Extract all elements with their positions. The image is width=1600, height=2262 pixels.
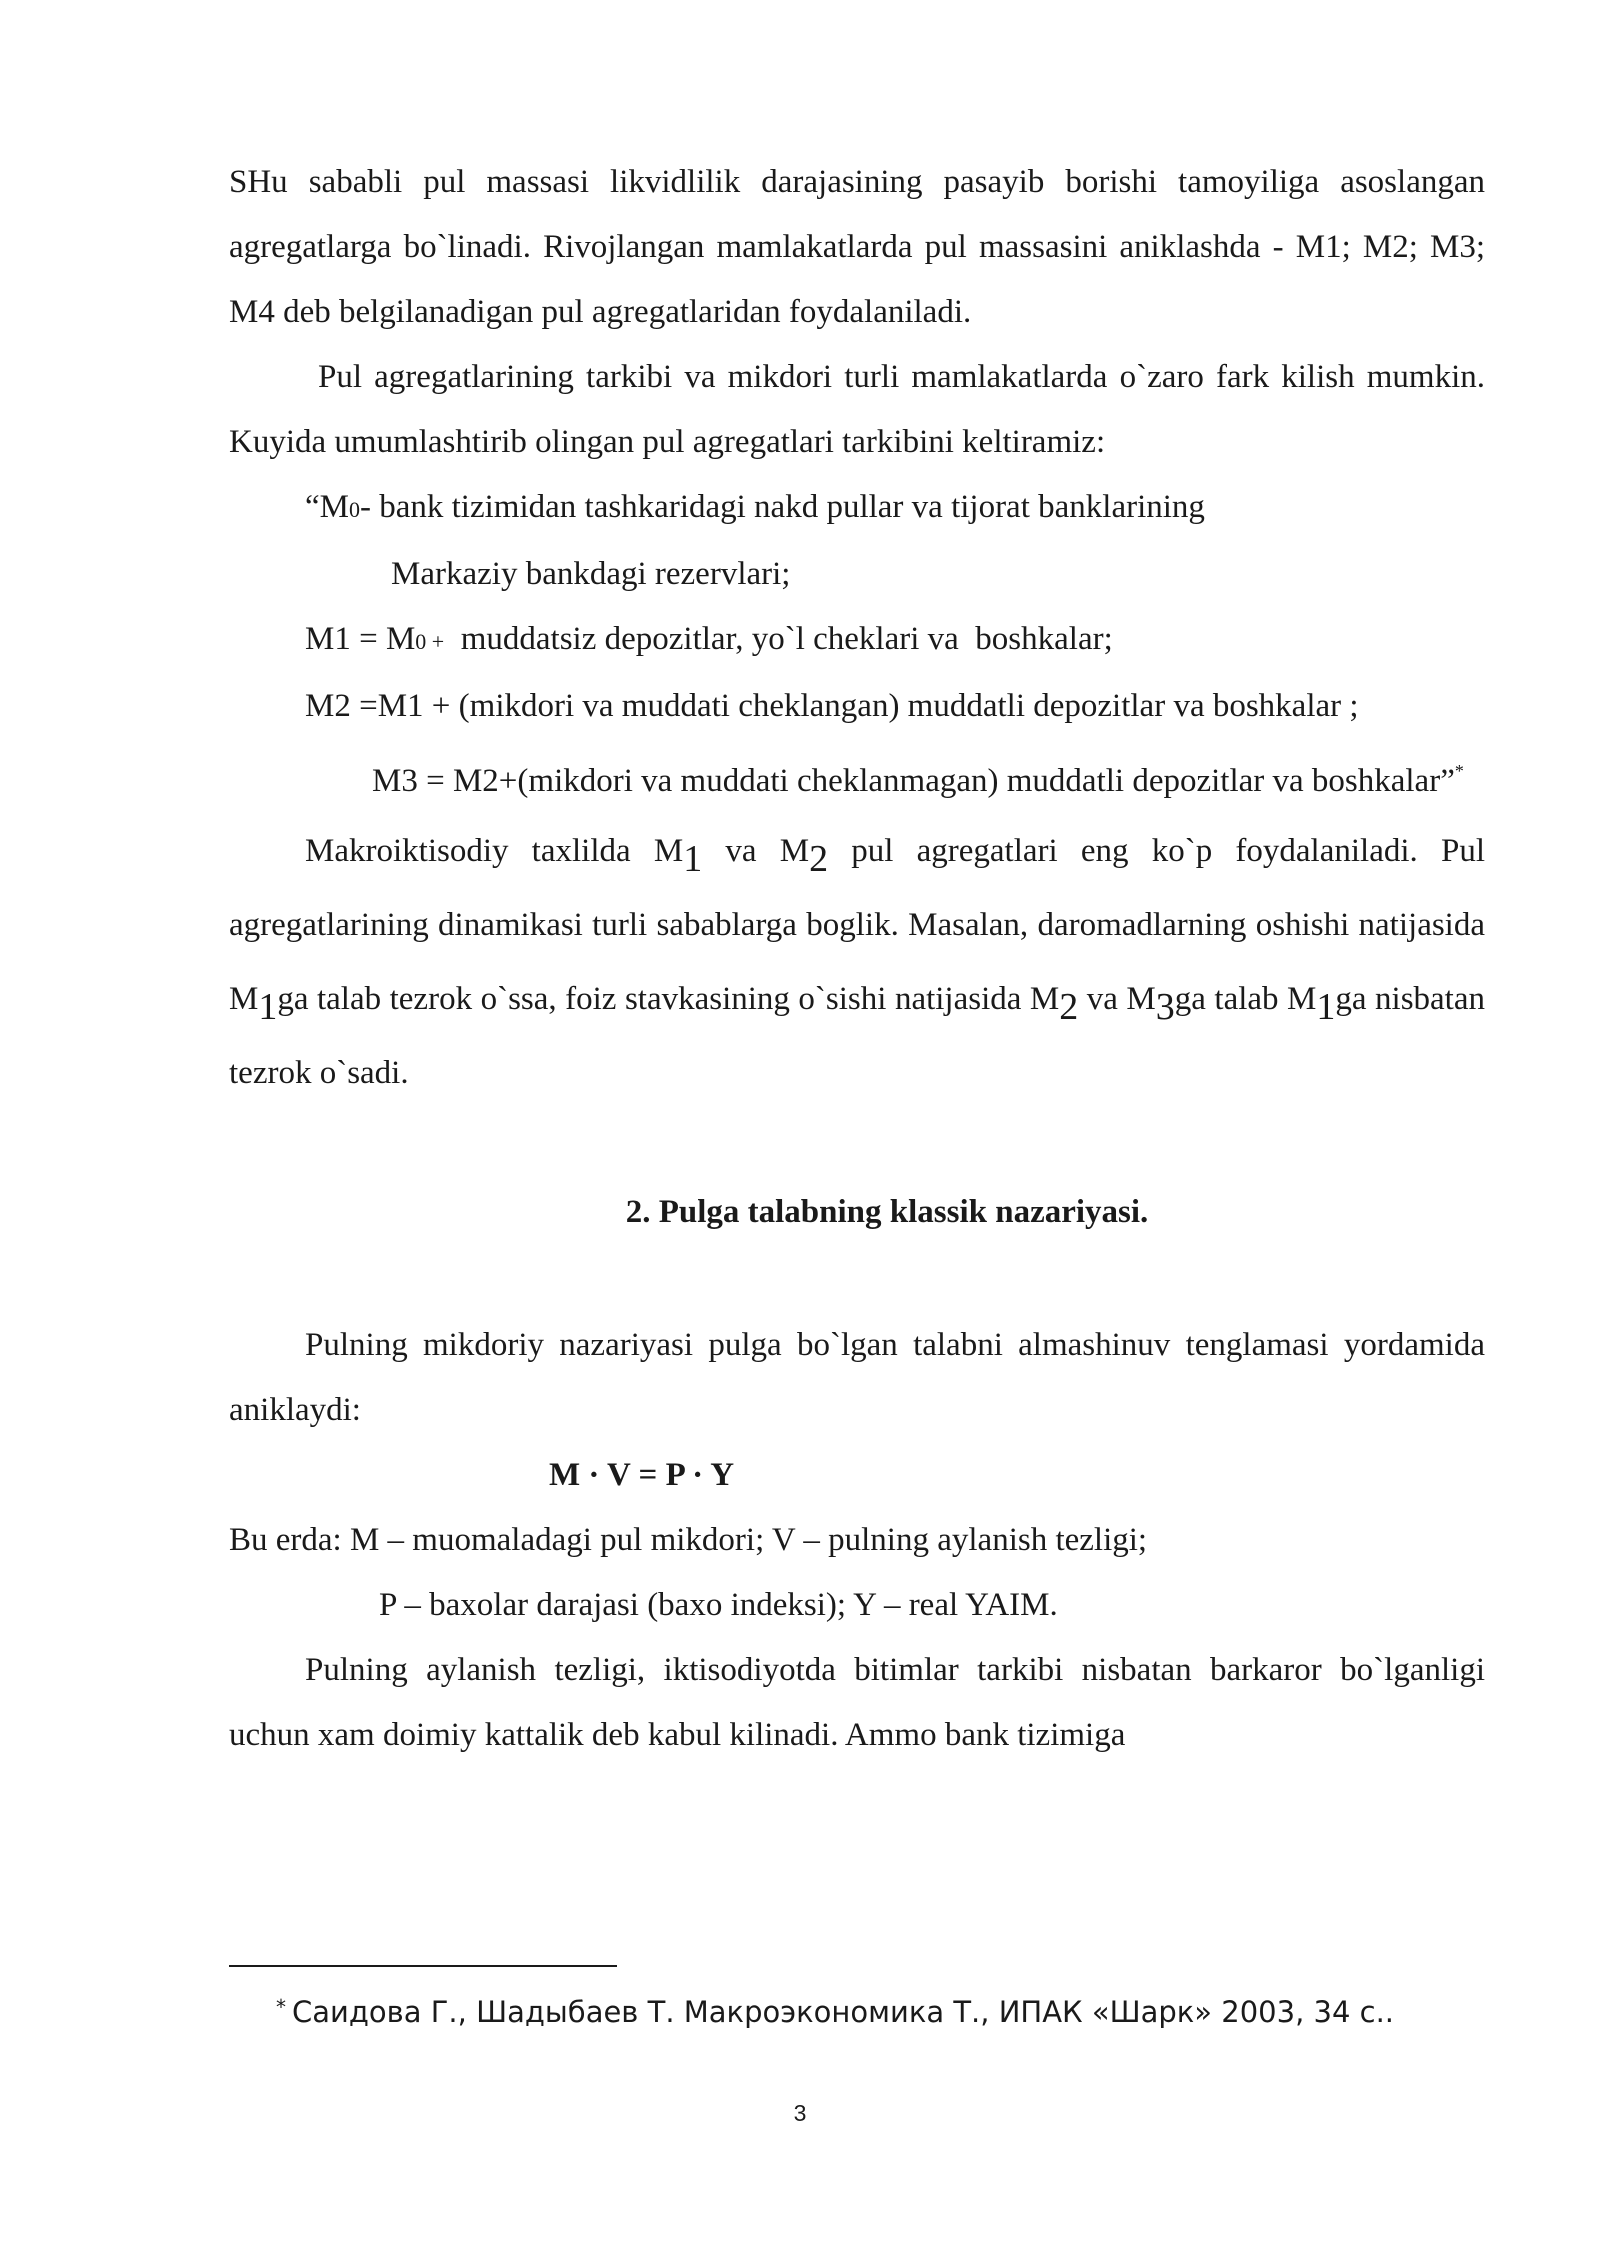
- macro-text-2: va M: [702, 833, 810, 869]
- definition-variables-2: P – baxolar darajasi (baxo indeksi); Y – real YAIM.: [379, 1587, 1058, 1623]
- paragraph-aggregates-intro: Pul agregatlarining tarkibi va mikdori turli mamlakatlarda o`zaro fark kilish mumkin. Kuyida umumlashtirib olingan pul agregatlari tarkibini keltiramiz:: [229, 359, 1485, 460]
- paragraph-velocity: Pulning aylanish tezligi, iktisodiyotda bitimlar tarkibi nisbatan barkaror bo`lganligi uchun xam doimiy kattalik deb kabul kilinadi. Ammo bank tizimiga: [229, 1652, 1485, 1753]
- footnote-mark: *: [276, 1995, 286, 2019]
- m0-subscript: 0: [349, 497, 360, 522]
- macro-text-4: ga talab tezrok o`ssa, foiz stavkasining o`sishi natijasida M: [277, 981, 1060, 1017]
- m1-small: 0 +: [415, 629, 445, 654]
- definition-m0-continued: Markaziy bankdagi rezervlari;: [391, 556, 791, 592]
- exchange-equation: M · V = P · Y: [549, 1457, 735, 1493]
- macro-text-5: va M: [1078, 981, 1156, 1017]
- spacer: [229, 1245, 1485, 1313]
- m3-text: M3 = M2+(mikdori va muddati cheklanmagan) muddatli depozitlar va boshkalar”: [372, 763, 1455, 799]
- macro-sub-4: 2: [1059, 986, 1079, 1028]
- definition-m1: [229, 607, 1485, 674]
- definition-m2: M2 =M1 + (mikdori va muddati cheklangan) muddatli depozitlar va boshkalar ;: [305, 688, 1359, 724]
- page-body: [229, 150, 1485, 1768]
- m1-text: muddatsiz depozitlar, yo`l cheklari va boshkalar;: [444, 621, 1113, 657]
- footnote: [276, 1985, 1516, 2034]
- paragraph-quantity-theory: Pulning mikdoriy nazariyasi pulga bo`lgan talabni almashinuv tenglamasi yordamida aniklaydi:: [229, 1327, 1485, 1428]
- macro-sub-6: 1: [1316, 986, 1336, 1028]
- macro-sub-3: 1: [258, 986, 278, 1028]
- macro-text-1: Makroiktisodiy taxlilda M: [305, 833, 684, 869]
- m0-open: “M: [305, 489, 349, 525]
- page-number: 3: [793, 2100, 807, 2126]
- paragraph-macro-analysis: [229, 814, 1485, 1110]
- macro-sub-5: 3: [1155, 986, 1175, 1028]
- footnote-reference: *: [1454, 761, 1464, 781]
- paragraph-liquidity: SHu sababli pul massasi likvidlilik darajasining pasayib borishi tamoyiliga asoslangan agregatlarga bo`linadi. Rivojlangan mamlakatlarda pul massasini aniklashda - M1; M2; M3; M4 deb belgilanadigan pul agregatlaridan foydalaniladi.: [229, 164, 1485, 330]
- definition-variables-1: Bu erda: M – muomaladagi pul mikdori; V – pulning aylanish tezligi;: [229, 1522, 1148, 1558]
- definition-m3: [229, 749, 1485, 814]
- m1-lhs: M1 = M: [305, 621, 416, 657]
- macro-text-7: ga nisbatan tezrok o`sadi.: [229, 981, 1485, 1091]
- spacer: [229, 739, 1485, 749]
- footnote-separator: [229, 1965, 617, 1967]
- definition-m0: [229, 475, 1485, 542]
- macro-text-6: ga talab M: [1174, 981, 1317, 1017]
- macro-text-3: pul agregatlari eng ko`p foydalaniladi. Pul agregatlarining dinamikasi turli sabablarga boglik. Masalan, daromadlarning oshishi natijasida M: [229, 833, 1485, 1017]
- footnote-text: Саидова Г., Шадыбаев Т. Макроэкономика Т., ИПАК «Шарк» 2003, 34 с..: [292, 1995, 1394, 2029]
- m0-text: - bank tizimidan tashkaridagi nakd pullar va tijorat banklarining: [360, 489, 1205, 525]
- section-heading: 2. Pulga talabning klassik nazariyasi.: [625, 1194, 1149, 1230]
- macro-sub-1: 1: [683, 838, 703, 880]
- macro-sub-2: 2: [809, 838, 829, 880]
- spacer: [229, 1110, 1485, 1180]
